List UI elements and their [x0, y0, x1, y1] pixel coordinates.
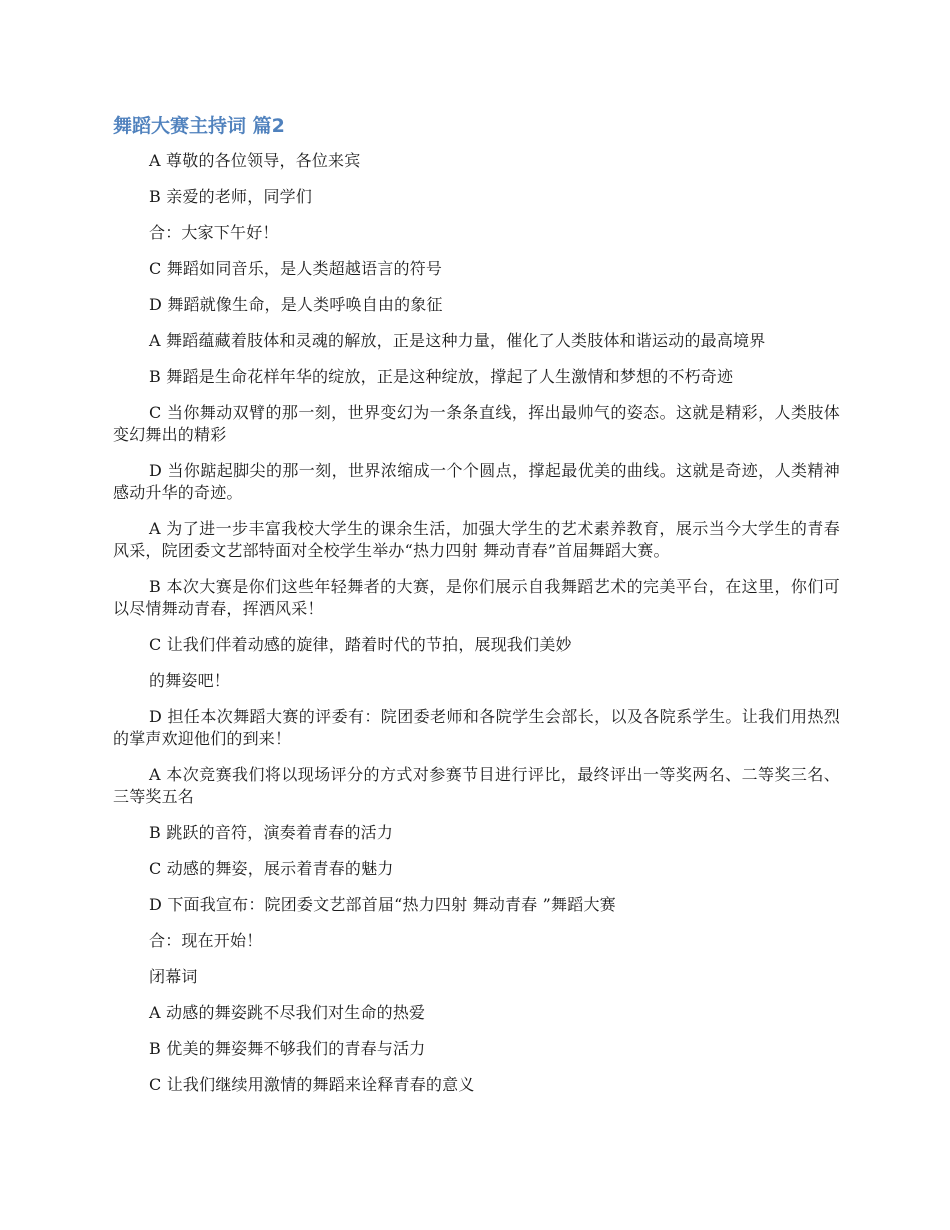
- paragraph: D 当你踮起脚尖的那一刻，世界浓缩成一个个圆点，撑起最优美的曲线。这就是奇迹，人类精神感动升华的奇迹。: [113, 461, 840, 502]
- paragraph: B 本次大赛是你们这些年轻舞者的大赛，是你们展示自我舞蹈艺术的完美平台，在这里，你们可以尽情舞动青春，挥洒风采！: [113, 577, 840, 618]
- paragraph: B 优美的舞姿舞不够我们的青春与活力: [149, 1039, 426, 1058]
- paragraph: B 舞蹈是生命花样年华的绽放，正是这种绽放，撑起了人生激情和梦想的不朽奇迹: [149, 367, 734, 386]
- paragraph: C 让我们继续用激情的舞蹈来诠释青春的意义: [149, 1075, 475, 1094]
- paragraph: A 舞蹈蕴藏着肢体和灵魂的解放，正是这种力量，催化了人类肢体和谐运动的最高境界: [149, 331, 766, 350]
- paragraph: A 尊敬的各位领导，各位来宾: [149, 151, 361, 170]
- paragraph: 合：大家下午好！: [149, 223, 279, 242]
- paragraph: C 当你舞动双臂的那一刻，世界变幻为一条条直线，挥出最帅气的姿态。这就是精彩，人类肢体变幻舞出的精彩: [113, 403, 840, 444]
- paragraph: C 让我们伴着动感的旋律，踏着时代的节拍，展现我们美妙: [149, 635, 572, 654]
- paragraph: A 本次竞赛我们将以现场评分的方式对参赛节目进行评比，最终评出一等奖两名、二等奖三名、三等奖五名: [113, 765, 840, 806]
- paragraph: 的舞姿吧！: [149, 671, 231, 690]
- paragraph: D 担任本次舞蹈大赛的评委有：院团委老师和各院学生会部长，以及各院系学生。让我们用热烈的掌声欢迎他们的到来！: [113, 707, 840, 748]
- paragraph: C 舞蹈如同音乐，是人类超越语言的符号: [149, 259, 443, 278]
- closing-heading: 闭幕词: [149, 967, 198, 986]
- paragraph: B 亲爱的老师，同学们: [149, 187, 313, 206]
- paragraph: 合：现在开始！: [149, 931, 263, 950]
- paragraph: D 下面我宣布：院团委文艺部首届“热力四射 舞动青春 ”舞蹈大赛: [149, 895, 616, 914]
- paragraph: A 动感的舞姿跳不尽我们对生命的热爱: [149, 1003, 426, 1022]
- paragraph: D 舞蹈就像生命，是人类呼唤自由的象征: [149, 295, 443, 314]
- paragraph: C 动感的舞姿，展示着青春的魅力: [149, 859, 394, 878]
- document-title: 舞蹈大赛主持词 篇2: [113, 115, 285, 137]
- paragraph: A 为了进一步丰富我校大学生的课余生活，加强大学生的艺术素养教育，展示当今大学生的青春风采，院团委文艺部特面对全校学生举办“热力四射 舞动青春”首届舞蹈大赛。: [113, 519, 840, 560]
- document-page: [113, 112, 840, 1110]
- paragraph: B 跳跃的音符，演奏着青春的活力: [149, 823, 394, 842]
